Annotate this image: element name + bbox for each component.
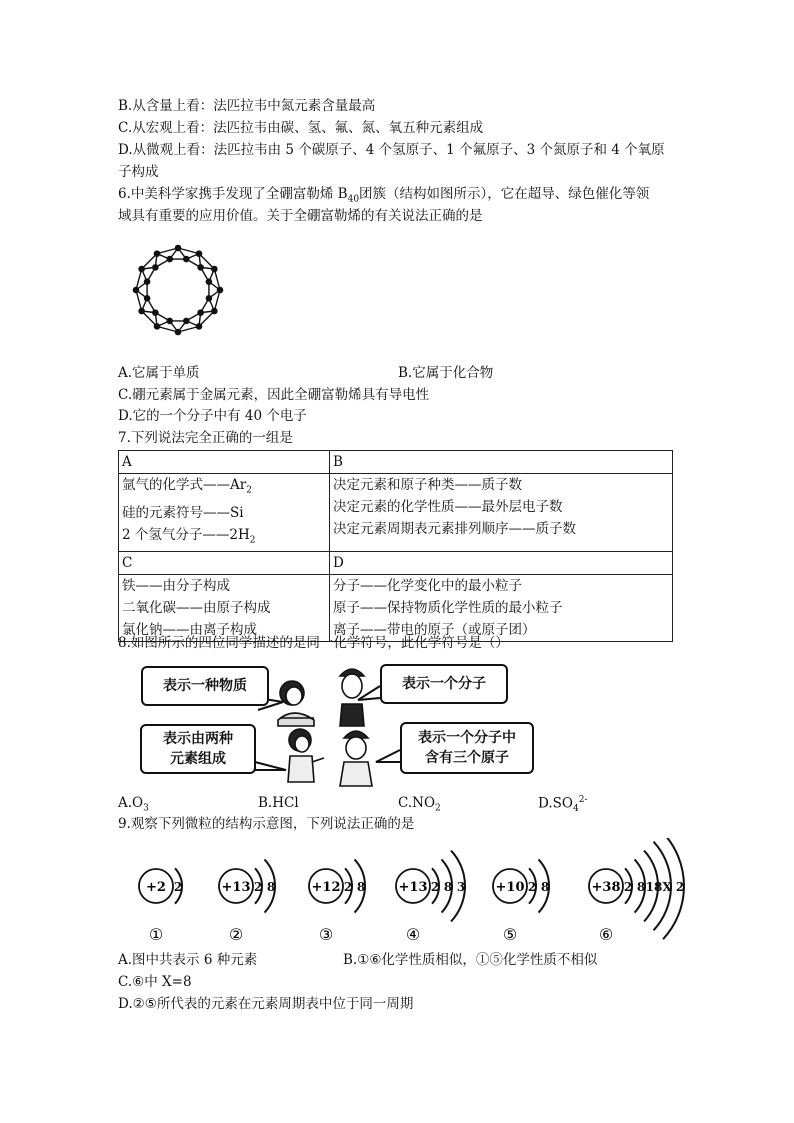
q6-stem-line2: 域具有重要的应用价值。关于全硼富勒烯的有关说法正确的是 bbox=[118, 208, 483, 224]
electron-count: 2 bbox=[430, 880, 440, 894]
q7-cell-d-header: D bbox=[330, 552, 673, 575]
q5-option-b: B.从含量上看：法匹拉韦中氮元素含量最高 bbox=[118, 98, 376, 114]
atom-nucleus-charge: +13 bbox=[398, 880, 428, 895]
q6-option-b: B.它属于化合物 bbox=[398, 365, 494, 381]
q5-option-d: D.从微观上看：法匹拉韦由 5 个碳原子、4 个氢原子、1 个氟原子、3 个氮原子和 4 个氧原 bbox=[118, 142, 665, 158]
electron-count: 2 bbox=[675, 880, 685, 894]
student-girl-2 bbox=[288, 729, 324, 782]
atomic-structure-diagrams bbox=[118, 838, 698, 948]
electron-count: 18 bbox=[645, 880, 663, 894]
student-boy-2 bbox=[340, 731, 372, 786]
q8-option-b: B.HCl bbox=[258, 795, 299, 811]
electron-count: 2 bbox=[527, 880, 537, 894]
atom-diagram-2 bbox=[219, 859, 275, 944]
atom-label: ⑤ bbox=[502, 925, 518, 944]
q7-cell-b-header: B bbox=[330, 451, 673, 474]
q6-option-d: D.它的一个分子中有 40 个电子 bbox=[118, 408, 307, 424]
atom-nucleus-charge: +38 bbox=[591, 880, 621, 895]
q7-stem: 7.下列说法完全正确的一组是 bbox=[118, 430, 293, 446]
q8-stem: 8.如图所示的四位同学描述的是同一化学符号，此化学符号是（） bbox=[118, 635, 509, 651]
q6-option-c: C.硼元素属于金属元素，因此全硼富勒烯具有导电性 bbox=[118, 387, 430, 403]
atom-nucleus-charge: +2 bbox=[146, 880, 166, 895]
atom-label: ④ bbox=[405, 925, 421, 944]
electron-count: 8 bbox=[443, 880, 453, 894]
electron-count: X bbox=[662, 880, 672, 894]
q6-option-a: A.它属于单质 bbox=[118, 365, 200, 381]
q9-option-b: B.①⑥化学性质相似，①⑤化学性质不相似 bbox=[343, 952, 598, 968]
atom-label: ① bbox=[148, 925, 164, 944]
speech-bubble-two-elements: 表示由两种 元素组成 bbox=[140, 724, 256, 774]
q7-cell-a: 氩气的化学式$——Ar_2$ 硅的元素符号——Si 2 个氢气分子$——2H_2$ bbox=[119, 474, 330, 552]
atom-diagram-6 bbox=[589, 838, 684, 944]
q8-option-c: $C.NO_2$ bbox=[398, 795, 441, 814]
q7-cell-a-header: A bbox=[119, 451, 330, 474]
atom-diagram-5 bbox=[493, 859, 549, 944]
electron-count: 8 bbox=[266, 880, 276, 894]
q7-cell-c: 铁——由分子构成 二氧化碳——由原子构成 氯化钠——由离子构成 bbox=[119, 575, 330, 642]
q9-option-c: C.⑥中 X=8 bbox=[118, 974, 192, 990]
atom-nucleus-charge: +10 bbox=[495, 880, 525, 895]
electron-count: 2 bbox=[253, 880, 263, 894]
student-girl-1 bbox=[278, 681, 314, 726]
atom-label: ⑥ bbox=[598, 925, 614, 944]
atom-nucleus-charge: +13 bbox=[221, 880, 251, 895]
speech-bubble-substance: 表示一种物质 bbox=[141, 666, 269, 706]
electron-count: 8 bbox=[356, 880, 366, 894]
electron-count: 2 bbox=[623, 880, 633, 894]
speech-bubble-molecule: 表示一个分子 bbox=[380, 664, 508, 704]
q6-stem-line1: 6.中美科学家携手发现了全硼富勒烯 $B_{40}$团簇（结构如图所示），它在超导、绿色催化等领 bbox=[118, 186, 650, 205]
atom-label: ③ bbox=[318, 925, 334, 944]
atom-diagram-1 bbox=[139, 868, 182, 944]
electron-count: 8 bbox=[540, 880, 550, 894]
atom-nucleus-charge: +12 bbox=[311, 880, 341, 895]
q5-option-c: C.从宏观上看：法匹拉韦由碳、氢、氟、氮、氧五种元素组成 bbox=[118, 120, 484, 136]
q5-option-d-cont: 子构成 bbox=[118, 164, 159, 180]
q8-option-d: $D.SO_4^{2-}$ bbox=[538, 795, 588, 815]
speech-bubble-three-atoms: 表示一个分子中 含有三个原子 bbox=[400, 722, 534, 774]
borospherene-structure-figure bbox=[128, 240, 228, 340]
atom-label: ② bbox=[228, 925, 244, 944]
q7-cell-d: 分子——化学变化中的最小粒子 原子——保持物质化学性质的最小粒子 离子——带电的原子（或原子团） bbox=[330, 575, 673, 642]
q9-option-a: A.图中共表示 6 种元素 bbox=[118, 952, 258, 968]
electron-count: 2 bbox=[343, 880, 353, 894]
q7-cell-c-header: C bbox=[119, 552, 330, 575]
q8-option-a: $A.O_3$ bbox=[118, 795, 149, 814]
q9-option-d: D.②⑤所代表的元素在元素周期表中位于同一周期 bbox=[118, 996, 414, 1012]
electron-count: 8 bbox=[636, 880, 646, 894]
electron-count: 3 bbox=[456, 880, 466, 894]
q7-cell-b: 决定元素和原子种类——质子数 决定元素的化学性质——最外层电子数 决定元素周期表元素排列顺序——质子数 bbox=[330, 474, 673, 552]
atom-diagram-4 bbox=[396, 851, 465, 944]
q7-options-table bbox=[118, 450, 673, 642]
electron-count: 2 bbox=[173, 880, 183, 894]
q9-stem: 9.观察下列微粒的结构示意图，下列说法正确的是 bbox=[118, 816, 415, 832]
atom-diagram-3 bbox=[309, 859, 365, 944]
